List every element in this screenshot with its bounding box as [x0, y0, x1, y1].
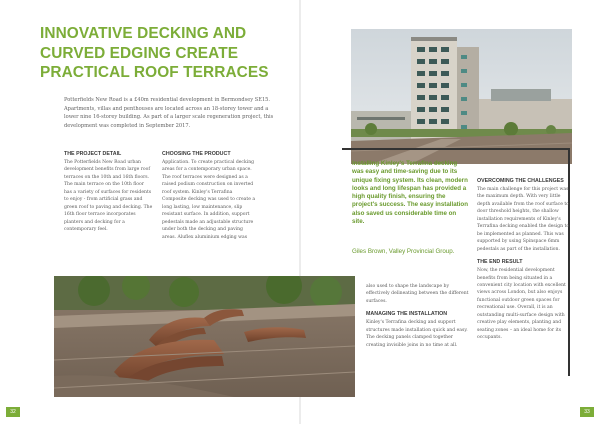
heading-end-result: THE END RESULT [477, 259, 523, 266]
pull-quote: Installing Kinley's Terrafina decking was easy and time-saving due to its unique fixing system. Its clean, modern looks and long lifespan has provided a high quality finish, ensuring the project's success. The easy installation also saved us considerable time on site. [352, 160, 468, 226]
column-choosing-product [162, 151, 258, 241]
body-overcoming-challenges: The main challenge for this project was the maximum depth. With very little depth available from the roof surface to door threshold heights, the shallow installation requirements of Kinley's Terrafina decking enabled the design to be implemented as planned. This was supported by using Spinspace 6mm pedestals as part of the installation. [477, 187, 570, 252]
page-number-right: 33 [580, 407, 594, 417]
body-choosing-product: Application. To create practical decking areas for a contemporary urban space. The roof terraces were designed as a raised podium construction on inverted roof system. Kinley's Terrafina Composite decking was used to create a long lasting, low maintenance, slip resistant surface. In addition, support pedestals made an adjustable structure under both the decking and paving areas. Aluflex aluminium edging was [162, 160, 256, 240]
decking-terrace-photo [54, 276, 355, 397]
heading-choosing-product: CHOOSING THE PRODUCT [162, 151, 231, 157]
heading-overcoming-challenges: OVERCOMING THE CHALLENGES [477, 178, 564, 184]
column-project-detail [64, 151, 153, 234]
heading-project-detail: THE PROJECT DETAIL [64, 151, 122, 157]
body-end-result: Now, the residential development benefits from being situated in a convenient city location with excellent views across London, but also enjoys functional outdoor green spaces for recreational use. Overall, it is an outstanding multi-surface design with creative play elements, planting and seating zones – an ideal home for its occupants. [477, 268, 566, 341]
column-challenges-result [477, 178, 573, 342]
page-number-left: 32 [6, 407, 20, 417]
intro-paragraph: Potterfields New Road is a £40m residential development in Bermondsey SE15. Apartments, villas and penthouses are located across an 18-storey tower and a lower nine 16-storey building. As part of a larger scale regeneration project, this development was completed in September 2017. [64, 97, 274, 129]
body-continued: also used to shape the landscape by effectively delineating between the different surfaces. [366, 284, 469, 304]
column-managing-installation [366, 283, 472, 349]
body-project-detail: The Potterfields New Road urban development benefits from large roof terraces on the 10th and 16th floors. The main terrace on the 10th floor has a variety of surfaces for residents to enjoy - from artificial grass and green roof to paving and decking. The 16th floor terrace incorporates planters and decking for a contemporary feel. [64, 160, 153, 233]
body-managing-installation: Kinley's Terrafina decking and support structures made installation quick and easy. The decking panels clamped together creating invisible joins in no time at all. [366, 320, 468, 348]
building-photo [351, 29, 572, 164]
decking-terrace-illustration [54, 276, 355, 397]
page-title: INNOVATIVE DECKING AND CURVED EDGING CREATE PRACTICAL ROOF TERRACES [40, 25, 269, 81]
heading-managing-installation: MANAGING THE INSTALLATION [366, 311, 448, 318]
building-illustration [351, 29, 572, 164]
quote-attribution: Giles Brown, Valley Provincial Group. [352, 248, 455, 255]
